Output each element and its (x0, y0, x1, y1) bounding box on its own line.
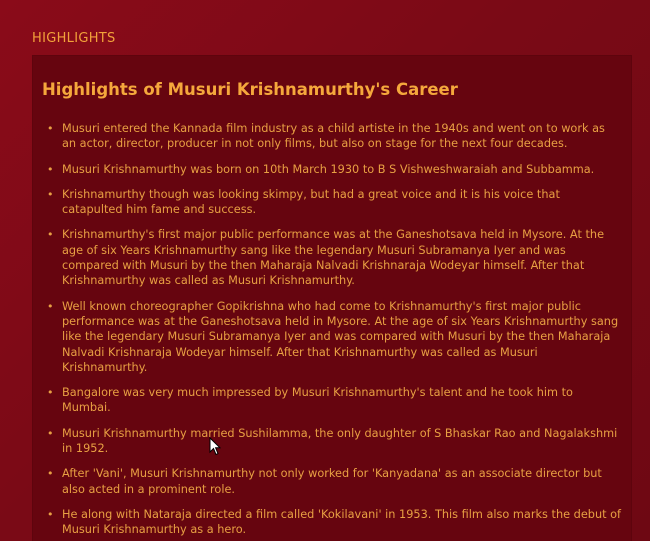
highlights-list (47, 121, 622, 541)
bullet-icon: • (47, 122, 54, 135)
bullet-icon: • (47, 426, 54, 440)
list-item (47, 507, 622, 538)
panel-title: Highlights of Musuri Krishnamurthy's Career (42, 80, 458, 99)
section-heading: HIGHLIGHTS (32, 31, 116, 46)
list-item (47, 227, 622, 288)
mouse-cursor-icon (209, 437, 221, 456)
list-item (47, 162, 622, 177)
list-item-text: Musuri Krishnamurthy married Sushilamma, the only daughter of S Bhaskar Rao and Nagalakshmi in 1952. (62, 426, 618, 456)
list-item (47, 187, 622, 218)
bullet-icon: • (47, 467, 54, 481)
list-item-text: Bangalore was very much impressed by Musuri Krishnamurthy's talent and he took him to Mumbai. (62, 386, 573, 415)
bullet-icon: • (47, 507, 54, 521)
bullet-icon: • (47, 228, 54, 242)
list-item (47, 385, 622, 416)
list-item-text: He along with Nataraja directed a film called 'Kokilavani' in 1953. This film also marks the debut of Musuri Krishnamurthy as a hero. (62, 507, 622, 537)
highlights-panel (32, 55, 632, 541)
list-item (47, 121, 622, 152)
list-item (47, 466, 622, 497)
list-item-text: Musuri entered the Kannada film industry as a child artiste in the 1940s and went on to work as an actor, director, producer in not only films, but also on stage for the next four decades. (62, 122, 605, 151)
list-item-text: Musuri Krishnamurthy was born on 10th March 1930 to B S Vishweshwaraiah and Subbamma. (62, 162, 595, 176)
list-item-text: Krishnamurthy's first major public performance was at the Ganeshotsava held in Mysore. At the age of six Years Krishnamurthy sang like the legendary Musuri Subramanya Iyer and was compared with Musuri by the then Maharaja Nalvadi Krishnaraja Wodeyar himself. After that Krishnamurthy was called as Musuri Krishnamurthy. (62, 228, 605, 288)
bullet-icon: • (47, 187, 54, 201)
list-item-text: After 'Vani', Musuri Krishnamurthy not only worked for 'Kanyadana' as an associate director but also acted in a prominent role. (62, 467, 602, 496)
list-item-text: Krishnamurthy though was looking skimpy, but had a great voice and it is his voice that catapulted him fame and success. (62, 187, 560, 217)
list-item-text: Well known choreographer Gopikrishna who had come to Krishnamurthy's first major public performance was at the Ganeshotsava held in Mysore. At the age of six Years Krishnamurthy sang like the legendary Musuri Subramanya Iyer and was compared with Musuri by the then Maharaja Nalvadi Krishnaraja Wodeyar himself. After that Krishnamurthy was called as Musuri Krishnamurthy. (62, 299, 619, 374)
bullet-icon: • (47, 162, 54, 176)
bullet-icon: • (47, 386, 54, 400)
list-item (47, 299, 622, 375)
list-item (47, 426, 622, 457)
bullet-icon: • (47, 299, 54, 313)
